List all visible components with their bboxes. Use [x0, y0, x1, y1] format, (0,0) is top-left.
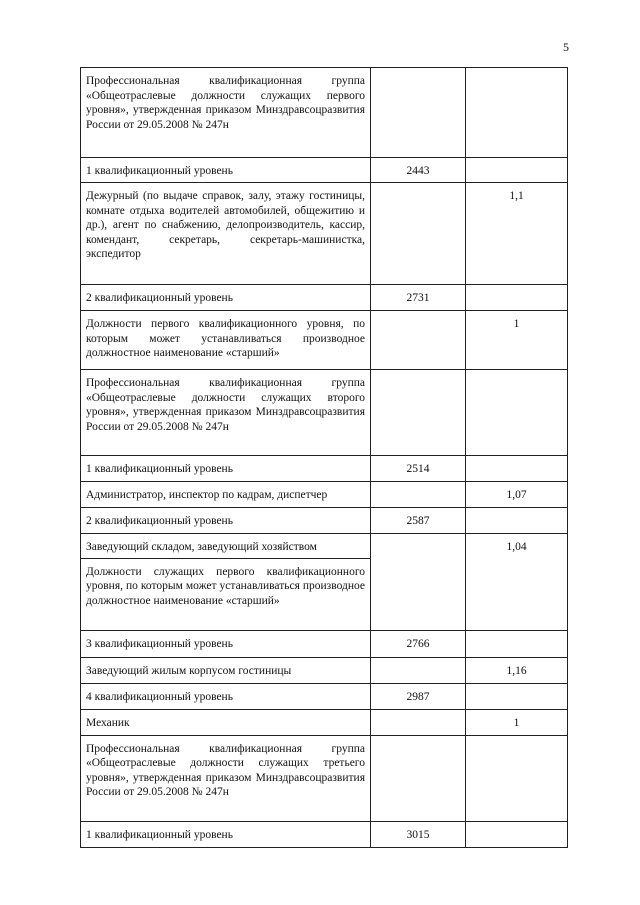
coefficient-cell [466, 683, 568, 709]
coefficient-cell [466, 630, 568, 657]
coefficient-cell [466, 285, 568, 311]
coefficient-cell [466, 68, 568, 158]
position-cell: Дежурный (по выдаче справок, залу, этажу гостиницы, комнате отдыха водителей автомобилей, общежитию и др.), агент по снабжению, делопроизводитель, кассир, комендант, секретарь, секретарь-машинистка, экспедитор [81, 183, 371, 285]
table-row [81, 68, 568, 158]
coefficient-cell: 1,07 [466, 482, 568, 508]
position-cell: 3 квалификационный уровень [81, 630, 371, 657]
salary-cell [371, 183, 466, 285]
coefficient-cell: 1 [466, 311, 568, 370]
salary-cell: 2587 [371, 508, 466, 534]
salary-cell: 2443 [371, 158, 466, 183]
salary-cell: 3015 [371, 821, 466, 847]
coefficient-cell: 1,04 [466, 534, 568, 631]
salary-cell [371, 370, 466, 456]
table-row [81, 183, 568, 285]
position-cell: Заведующий складом, заведующий хозяйством [81, 534, 371, 559]
table-row [81, 158, 568, 183]
salary-cell [371, 482, 466, 508]
position-cell: 1 квалификационный уровень [81, 821, 371, 847]
salary-cell [371, 68, 466, 158]
position-cell: Профессиональная квалификационная группа «Общеотраслевые должности служащих второго уровня», утвержденная приказом Минздравсоцразвития России от 29.05.2008 № 247н [81, 370, 371, 456]
table-row [81, 482, 568, 508]
coefficient-cell [466, 735, 568, 821]
table-row [81, 657, 568, 683]
table-row [81, 508, 568, 534]
page-number: 5 [563, 40, 569, 54]
coefficient-cell [466, 821, 568, 847]
position-cell: 1 квалификационный уровень [81, 456, 371, 482]
coefficient-cell [466, 508, 568, 534]
table-row [81, 683, 568, 709]
position-cell: 4 квалификационный уровень [81, 683, 371, 709]
coefficient-cell: 1 [466, 709, 568, 735]
salary-cell [371, 735, 466, 821]
salary-cell [371, 709, 466, 735]
position-cell: 2 квалификационный уровень [81, 285, 371, 311]
position-cell: Заведующий жилым корпусом гостиницы [81, 657, 371, 683]
table-row [81, 311, 568, 370]
position-cell: Механик [81, 709, 371, 735]
coefficient-cell [466, 370, 568, 456]
position-cell: Должности служащих первого квалификационного уровня, по которым может устанавливаться производное должностное наименование «старший» [81, 558, 371, 630]
table-row [81, 821, 568, 847]
salary-cell [371, 534, 466, 631]
coefficient-cell: 1,16 [466, 657, 568, 683]
coefficient-cell [466, 158, 568, 183]
salary-cell: 2731 [371, 285, 466, 311]
salary-cell [371, 657, 466, 683]
table-row [81, 735, 568, 821]
table-row [81, 370, 568, 456]
table-row [81, 534, 568, 559]
position-cell: Администратор, инспектор по кадрам, диспетчер [81, 482, 371, 508]
salary-cell: 2987 [371, 683, 466, 709]
position-cell: 1 квалификационный уровень [81, 158, 371, 183]
table-row [81, 285, 568, 311]
table-row [81, 456, 568, 482]
position-cell: 2 квалификационный уровень [81, 508, 371, 534]
position-cell: Должности первого квалификационного уровня, по которым может устанавливаться производное должностное наименование «старший» [81, 311, 371, 370]
table-row [81, 630, 568, 657]
coefficient-cell: 1,1 [466, 183, 568, 285]
position-cell: Профессиональная квалификационная группа «Общеотраслевые должности служащих третьего уровня», утвержденная приказом Минздравсоцразвития России от 29.05.2008 № 247н [81, 735, 371, 821]
salary-table [80, 67, 568, 848]
coefficient-cell [466, 456, 568, 482]
table-row [81, 709, 568, 735]
salary-cell: 2514 [371, 456, 466, 482]
salary-cell: 2766 [371, 630, 466, 657]
salary-cell [371, 311, 466, 370]
position-cell: Профессиональная квалификационная группа «Общеотраслевые должности служащих первого уровня», утвержденная приказом Минздравсоцразвития России от 29.05.2008 № 247н [81, 68, 371, 158]
